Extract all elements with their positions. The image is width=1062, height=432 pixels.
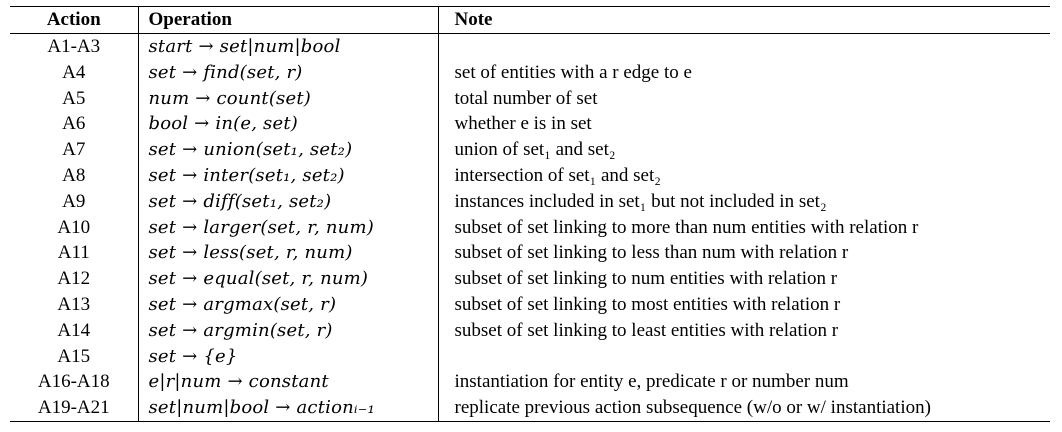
note-cell: subset of set linking to least entities with relation r (438, 318, 1050, 344)
note-cell: subset of set linking to num entities with relation r (438, 266, 1050, 292)
table-row (10, 60, 1050, 86)
action-cell: A5 (62, 87, 86, 109)
note-cell: subset of set linking to more than num entities with relation r (438, 215, 1050, 241)
operation-cell: set → argmax(set, r) (138, 292, 438, 318)
table-header (10, 7, 1050, 34)
note-cell: intersection of set₁ and set₂ (438, 163, 1050, 189)
header-action: Action (46, 9, 101, 30)
action-cell: A8 (62, 164, 86, 186)
note-cell: instances included in set₁ but not included in set₂ (438, 189, 1050, 215)
table-row (10, 111, 1050, 137)
table-row (10, 215, 1050, 241)
action-cell: A12 (57, 268, 91, 290)
action-cell: A19-A21 (37, 397, 110, 419)
operation-cell: set → inter(set₁, set₂) (138, 163, 438, 189)
action-cell: A1-A3 (47, 36, 101, 57)
operation-cell: start → set|num|bool (138, 34, 438, 60)
note-cell: replicate previous action subsequence (w/o or w/ instantiation) (438, 395, 1050, 421)
operation-cell: set|num|bool → actionᵢ₋₁ (138, 395, 438, 421)
note-cell: union of set₁ and set₂ (438, 137, 1050, 163)
action-cell: A9 (62, 190, 86, 212)
action-cell: A13 (57, 293, 91, 315)
operation-cell: set → find(set, r) (138, 60, 438, 86)
table-row (10, 137, 1050, 163)
table-row (10, 266, 1050, 292)
action-cell: A4 (62, 61, 86, 83)
note-cell: subset of set linking to less than num with relation r (438, 240, 1050, 266)
note-cell: subset of set linking to most entities with relation r (438, 292, 1050, 318)
table-body (10, 34, 1050, 422)
note-cell (438, 34, 1050, 60)
header-operation: Operation (138, 7, 438, 34)
operation-cell: set → less(set, r, num) (138, 240, 438, 266)
action-cell: A10 (57, 216, 91, 238)
note-cell: whether e is in set (438, 111, 1050, 137)
table-row (10, 189, 1050, 215)
note-cell: instantiation for entity e, predicate r or number num (438, 369, 1050, 395)
operation-cell: bool → in(e, set) (138, 111, 438, 137)
table-row (10, 240, 1050, 266)
operation-cell: set → diff(set₁, set₂) (138, 189, 438, 215)
table-row (10, 86, 1050, 112)
operation-cell: set → argmin(set, r) (138, 318, 438, 344)
table-row (10, 344, 1050, 370)
operation-cell: set → equal(set, r, num) (138, 266, 438, 292)
operation-cell: set → larger(set, r, num) (138, 215, 438, 241)
action-cell: A14 (57, 319, 91, 341)
header-row (10, 7, 1050, 34)
table-row (10, 163, 1050, 189)
header-note: Note (438, 7, 1050, 34)
note-cell: total number of set (438, 86, 1050, 112)
table-row (10, 318, 1050, 344)
operation-cell: set → {e} (138, 344, 438, 370)
action-cell: A6 (62, 113, 86, 135)
operation-cell: set → union(set₁, set₂) (138, 137, 438, 163)
action-cell: A11 (57, 242, 90, 264)
table-row (10, 395, 1050, 421)
note-cell (438, 344, 1050, 370)
note-cell: set of entities with a r edge to e (438, 60, 1050, 86)
operation-cell: num → count(set) (138, 86, 438, 112)
action-table (10, 6, 1050, 422)
action-cell: A16-A18 (37, 371, 110, 393)
action-cell: A7 (62, 139, 86, 161)
table-row (10, 369, 1050, 395)
table-row (10, 292, 1050, 318)
action-cell: A15 (57, 345, 91, 367)
table-row (10, 34, 1050, 60)
operation-cell: e|r|num → constant (138, 369, 438, 395)
